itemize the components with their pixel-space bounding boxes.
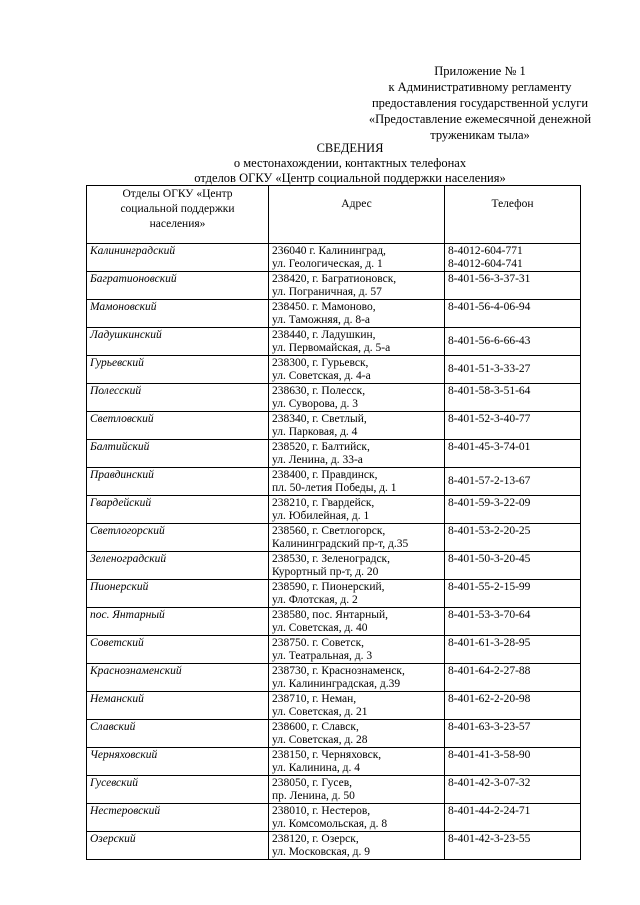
table-row <box>87 776 581 804</box>
department-phone <box>445 608 581 636</box>
appendix-line: к Административному регламенту <box>388 80 572 94</box>
department-phone <box>445 244 581 272</box>
department-phone <box>445 300 581 328</box>
table-row <box>87 636 581 664</box>
department-phone <box>445 664 581 692</box>
department-name: Ладушкинский <box>87 328 269 356</box>
phone-number: 8-401-42-3-07-32 <box>448 777 531 789</box>
department-address <box>269 328 445 356</box>
department-name: Багратионовский <box>87 272 269 300</box>
table-body <box>87 244 581 860</box>
department-address <box>269 664 445 692</box>
address-line: ул. Театральная, д. 3 <box>272 650 373 662</box>
table-row <box>87 748 581 776</box>
table-row <box>87 412 581 440</box>
department-address <box>269 440 445 468</box>
document-subtitle-line: о местонахождении, контактных телефонах <box>233 156 467 170</box>
phone-number: 8-401-51-3-33-27 <box>448 363 531 375</box>
table-header-row <box>87 186 581 244</box>
department-address <box>269 356 445 384</box>
department-address <box>269 412 445 440</box>
department-phone <box>445 440 581 468</box>
phone-number: 8-401-45-3-74-01 <box>448 441 531 453</box>
phone-number: 8-401-56-4-06-94 <box>448 301 531 313</box>
appendix-note <box>350 63 610 143</box>
column-header-phone: Телефон <box>445 186 581 244</box>
department-address <box>269 300 445 328</box>
department-name: Славский <box>87 720 269 748</box>
document-heading <box>140 141 560 186</box>
phone-number: 8-401-53-3-70-64 <box>448 609 531 621</box>
address-line: 238440, г. Ладушкин, <box>272 329 376 341</box>
phone-number: 8-4012-604-741 <box>448 258 523 270</box>
table-row <box>87 580 581 608</box>
phone-number: 8-401-62-2-20-98 <box>448 693 531 705</box>
department-phone <box>445 468 581 496</box>
address-line: 238050, г. Гусев, <box>272 777 353 789</box>
address-line: ул. Геологическая, д. 1 <box>272 258 383 270</box>
address-line: ул. Калининградская, д.39 <box>272 678 401 690</box>
address-line: 238010, г. Нестеров, <box>272 805 371 817</box>
document-subtitle-line: отделов ОГКУ «Центр социальной поддержки населения» <box>194 171 506 185</box>
department-phone <box>445 272 581 300</box>
department-phone <box>445 496 581 524</box>
address-line: 238400, г. Правдинск, <box>272 469 378 481</box>
address-line: ул. Ленина, д. 33-а <box>272 454 363 466</box>
department-name: Гвардейский <box>87 496 269 524</box>
department-address <box>269 272 445 300</box>
address-line: 238340, г. Светлый, <box>272 413 367 425</box>
address-line: 238750. г. Советск, <box>272 637 365 649</box>
phone-number: 8-401-58-3-51-64 <box>448 385 531 397</box>
address-line: 238710, г. Неман, <box>272 693 357 705</box>
address-line: ул. Суворова, д. 3 <box>272 398 358 410</box>
table-row <box>87 608 581 636</box>
department-phone <box>445 720 581 748</box>
department-name: Озерский <box>87 832 269 860</box>
phone-number: 8-401-53-2-20-25 <box>448 525 531 537</box>
department-address <box>269 552 445 580</box>
appendix-line: Приложение № 1 <box>434 64 526 78</box>
address-line: 238450. г. Мамоново, <box>272 301 376 313</box>
table-row <box>87 272 581 300</box>
phone-number: 8-401-55-2-15-99 <box>448 581 531 593</box>
department-phone <box>445 832 581 860</box>
table-row <box>87 300 581 328</box>
department-name: Балтийский <box>87 440 269 468</box>
department-address <box>269 384 445 412</box>
phone-number: 8-401-59-3-22-09 <box>448 497 531 509</box>
phone-number: 8-401-42-3-23-55 <box>448 833 531 845</box>
column-header-address: Адрес <box>269 186 445 244</box>
department-name: Правдинский <box>87 468 269 496</box>
address-line: ул. Советская, д. 28 <box>272 734 368 746</box>
department-address <box>269 580 445 608</box>
address-line: ул. Комсомольская, д. 8 <box>272 818 388 830</box>
table-row <box>87 328 581 356</box>
department-name: Полесский <box>87 384 269 412</box>
header-line: Отделы ОГКУ «Центр <box>122 188 233 200</box>
phone-number: 8-401-64-2-27-88 <box>448 665 531 677</box>
department-address <box>269 496 445 524</box>
department-address <box>269 832 445 860</box>
table-row <box>87 468 581 496</box>
appendix-line: предоставления государственной услуги <box>371 96 589 110</box>
address-line: Калининградский пр-т, д.35 <box>272 538 409 550</box>
department-name: Советский <box>87 636 269 664</box>
department-phone <box>445 748 581 776</box>
department-name: Неманский <box>87 692 269 720</box>
department-name: Мамоновский <box>87 300 269 328</box>
department-address <box>269 468 445 496</box>
department-name: Светлогорский <box>87 524 269 552</box>
address-line: ул. Советская, д. 40 <box>272 622 368 634</box>
address-line: Курортный пр-т, д. 20 <box>272 566 379 578</box>
table-row <box>87 552 581 580</box>
department-phone <box>445 356 581 384</box>
address-line: 238120, г. Озерск, <box>272 833 359 845</box>
address-line: 238730, г. Краснознаменск, <box>272 665 405 677</box>
table-row <box>87 440 581 468</box>
address-line: 236040 г. Калининград, <box>272 245 386 257</box>
address-line: 238420, г. Багратионовск, <box>272 273 397 285</box>
address-line: ул. Первомайская, д. 5-а <box>272 342 391 354</box>
address-line: 238580, пос. Янтарный, <box>272 609 389 621</box>
address-line: 238590, г. Пионерский, <box>272 581 385 593</box>
address-line: ул. Советская, д. 4-а <box>272 370 371 382</box>
department-address <box>269 524 445 552</box>
department-phone <box>445 328 581 356</box>
department-phone <box>445 384 581 412</box>
phone-number: 8-401-41-3-58-90 <box>448 749 531 761</box>
table-row <box>87 496 581 524</box>
phone-number: 8-4012-604-771 <box>448 245 523 257</box>
table-row <box>87 664 581 692</box>
department-phone <box>445 524 581 552</box>
address-line: 238150, г. Черняховск, <box>272 749 382 761</box>
address-line: 238630, г. Полесск, <box>272 385 366 397</box>
department-name: Светловский <box>87 412 269 440</box>
address-line: ул. Калинина, д. 4 <box>272 762 361 774</box>
departments-table <box>86 185 581 860</box>
phone-number: 8-401-50-3-20-45 <box>448 553 531 565</box>
address-line: пл. 50-летия Победы, д. 1 <box>272 482 397 494</box>
address-line: ул. Юбилейная, д. 1 <box>272 510 370 522</box>
department-address <box>269 608 445 636</box>
department-name: Пионерский <box>87 580 269 608</box>
table-row <box>87 832 581 860</box>
phone-number: 8-401-52-3-40-77 <box>448 413 531 425</box>
department-name: Черняховский <box>87 748 269 776</box>
department-address <box>269 776 445 804</box>
phone-number: 8-401-44-2-24-71 <box>448 805 531 817</box>
department-name: Зеленоградский <box>87 552 269 580</box>
address-line: ул. Советская, д. 21 <box>272 706 368 718</box>
phone-number: 8-401-56-3-37-31 <box>448 273 531 285</box>
column-header-department <box>87 186 269 244</box>
phone-number: 8-401-57-2-13-67 <box>448 475 531 487</box>
department-phone <box>445 552 581 580</box>
address-line: 238300, г. Гурьевск, <box>272 357 369 369</box>
address-line: 238520, г. Балтийск, <box>272 441 370 453</box>
address-line: ул. Флотская, д. 2 <box>272 594 358 606</box>
department-address <box>269 720 445 748</box>
header-line: населения» <box>149 218 206 230</box>
department-phone <box>445 776 581 804</box>
address-line: ул. Московская, д. 9 <box>272 846 370 858</box>
department-address <box>269 244 445 272</box>
appendix-line: труженикам тыла» <box>430 128 530 142</box>
department-name: Калининградский <box>87 244 269 272</box>
appendix-line: «Предоставление ежемесячной денежной <box>368 112 592 126</box>
department-phone <box>445 580 581 608</box>
table-row <box>87 524 581 552</box>
department-phone <box>445 692 581 720</box>
department-name: пос. Янтарный <box>87 608 269 636</box>
address-line: 238210, г. Гвардейск, <box>272 497 375 509</box>
department-phone <box>445 636 581 664</box>
address-line: 238560, г. Светлогорск, <box>272 525 386 537</box>
department-name: Нестеровский <box>87 804 269 832</box>
department-phone <box>445 412 581 440</box>
address-line: ул. Таможняя, д. 8-а <box>272 314 371 326</box>
table-row <box>87 384 581 412</box>
table-row <box>87 692 581 720</box>
department-address <box>269 692 445 720</box>
address-line: 238530, г. Зеленоградск, <box>272 553 391 565</box>
table-row <box>87 356 581 384</box>
department-address <box>269 636 445 664</box>
header-line: социальной поддержки <box>120 203 235 215</box>
table-row <box>87 244 581 272</box>
department-phone <box>445 804 581 832</box>
department-name: Краснознаменский <box>87 664 269 692</box>
department-name: Гурьевский <box>87 356 269 384</box>
table-row <box>87 720 581 748</box>
department-address <box>269 748 445 776</box>
department-name: Гусевский <box>87 776 269 804</box>
table-row <box>87 804 581 832</box>
department-address <box>269 804 445 832</box>
document-title: СВЕДЕНИЯ <box>316 141 384 155</box>
phone-number: 8-401-56-6-66-43 <box>448 335 531 347</box>
phone-number: 8-401-61-3-28-95 <box>448 637 531 649</box>
address-line: 238600, г. Славск, <box>272 721 359 733</box>
address-line: пр. Ленина, д. 50 <box>272 790 355 802</box>
address-line: ул. Парковая, д. 4 <box>272 426 358 438</box>
address-line: ул. Пограничная, д. 57 <box>272 286 382 298</box>
phone-number: 8-401-63-3-23-57 <box>448 721 531 733</box>
